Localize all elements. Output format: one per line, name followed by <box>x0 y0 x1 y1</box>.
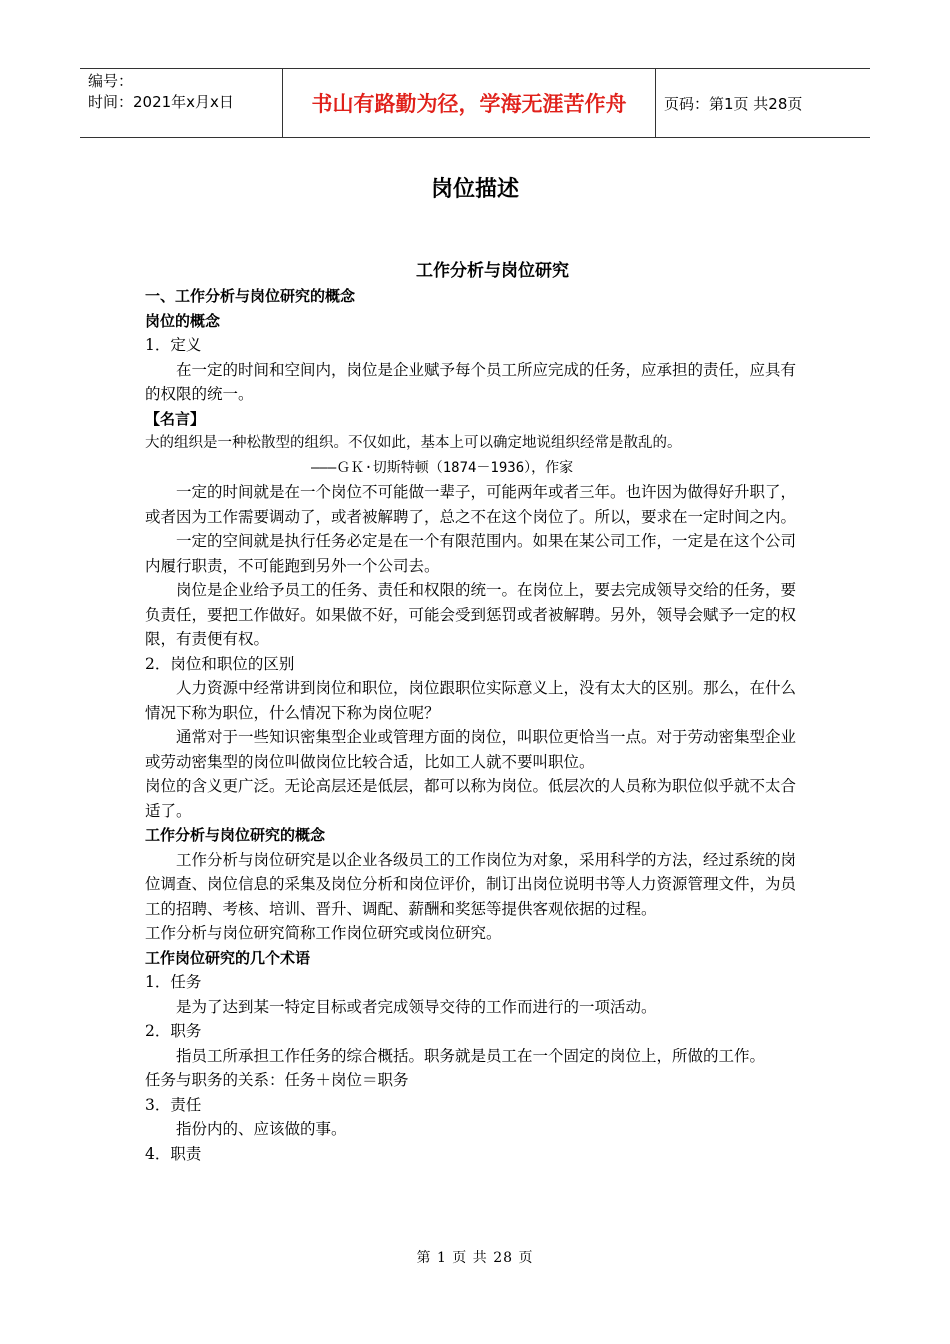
item-label: 1．任务 <box>145 973 202 991</box>
paragraph: 工作分析与岗位研究是以企业各级员工的工作岗位为对象，采用科学的方法，经过系统的岗位调查、岗位信息的采集及岗位分析和岗位评价，制订出岗位说明书等人力资源管理文件，为员工的招聘、考核、培训、晋升、调配、薪酬和奖惩等提供客观依据的过程。 <box>145 850 797 918</box>
quote-attribution: ———ＧＫ·切斯特顿（1874－1936），作家 <box>311 459 574 476</box>
paragraph: 岗位是企业给予员工的任务、责任和权限的统一。在岗位上，要去完成领导交给的任务，要负责任，要把工作做好。如果做不好，可能会受到惩罚或者被解聘。另外，领导会赋予一定的权限，有责便有权。 <box>145 581 797 648</box>
paragraph: 是为了达到某一特定目标或者完成领导交待的工作而进行的一项活动。 <box>176 997 657 1016</box>
paragraph: 在一定的时间和空间内，岗位是企业赋予每个员工所应完成的任务，应承担的责任，应具有的权限的统一。 <box>145 360 797 403</box>
item-label: 1．定义 <box>145 336 202 354</box>
quote-text: 大的组织是一种松散型的组织。不仅如此，基本上可以确定地说组织经常是散乱的。 <box>145 435 682 451</box>
page-label: 页码：第1页 共28页 <box>664 94 803 113</box>
section-title: 工作分析与岗位研究 <box>416 261 569 281</box>
document-title: 岗位描述 <box>430 177 519 202</box>
number-label: 编号： <box>88 72 134 90</box>
document-body <box>145 258 810 1166</box>
item-label: 3．责任 <box>145 1095 202 1114</box>
subheading: 工作分析与岗位研究的概念 <box>145 826 326 844</box>
subheading: 工作岗位研究的几个术语 <box>145 948 311 967</box>
item-label: 4．职责 <box>145 1144 202 1163</box>
time-label: 时间：2021年x月x日 <box>88 93 234 111</box>
heading: 一、工作分析与岗位研究的概念 <box>145 287 356 305</box>
paragraph: 一定的空间就是执行任务必定是在一个有限范围内。如果在某公司工作，一定是在这个公司内履行职责，不可能跑到另外一个公司去。 <box>145 532 797 575</box>
motto: 书山有路勤为径，学海无涯苦作舟 <box>282 69 656 137</box>
paragraph: 人力资源中经常讲到岗位和职位，岗位跟职位实际意义上，没有太大的区别。那么，在什么情况下称为职位，什么情况下称为岗位呢？ <box>145 679 797 722</box>
paragraph: 指员工所承担工作任务的综合概括。职务就是员工在一个固定的岗位上，所做的工作。 <box>176 1046 766 1065</box>
paragraph: 指份内的、应该做的事。 <box>176 1120 347 1138</box>
page-footer: 第 1 页 共 28 页 <box>416 1250 534 1266</box>
paragraph: 岗位的含义更广泛。无论高层还是低层，都可以称为岗位。低层次的人员称为职位似乎就不太合适了。 <box>145 777 797 820</box>
header-meta-cell <box>80 69 282 137</box>
quote-label: 【名言】 <box>145 409 206 428</box>
subheading: 岗位的概念 <box>145 311 221 330</box>
item-label: 2．职务 <box>145 1022 202 1040</box>
paragraph: 通常对于一些知识密集型企业或管理方面的岗位，叫职位更恰当一点。对于劳动密集型企业或劳动密集型的岗位叫做岗位比较合适，比如工人就不要叫职位。 <box>145 728 797 771</box>
header-table <box>80 68 870 138</box>
item-label: 2．岗位和职位的区别 <box>145 654 295 673</box>
paragraph: 任务与职务的关系：任务＋岗位＝职务 <box>145 1071 409 1089</box>
paragraph: 一定的时间就是在一个岗位不可能做一辈子，可能两年或者三年。也许因为做得好升职了，或者因为工作需要调动了，或者被解聘了，总之不在这个岗位了。所以，要求在一定时间之内。 <box>145 483 797 526</box>
paragraph: 工作分析与岗位研究简称工作岗位研究或岗位研究。 <box>145 924 502 942</box>
